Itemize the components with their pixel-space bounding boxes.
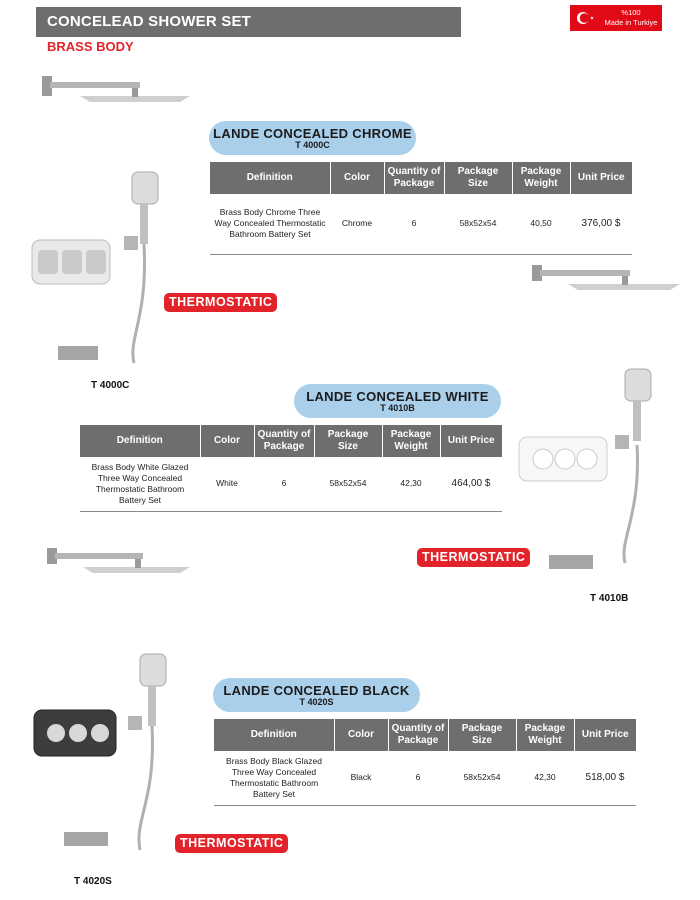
header-price: Unit Price [570, 162, 632, 194]
cell-quantity: 6 [384, 194, 444, 254]
shower-head-image-3 [45, 545, 190, 585]
header-weight: Package Weight [512, 162, 570, 194]
thermostatic-badge-white: THERMOSTATIC [417, 548, 530, 567]
cell-size: 58x52x54 [314, 457, 382, 511]
table-header-row [214, 719, 636, 751]
cell-color: Black [334, 751, 388, 805]
page-title: CONCELEAD SHOWER SET [47, 13, 252, 30]
header-definition: Definition [210, 162, 330, 194]
header-color: Color [200, 425, 254, 457]
product-title: LANDE CONCEALED BLACK [223, 683, 410, 698]
cell-price: 376,00 $ [570, 194, 632, 254]
header-quantity: Quantity of Package [254, 425, 314, 457]
cell-price: 518,00 $ [574, 751, 636, 805]
header-color: Color [330, 162, 384, 194]
table-row [210, 194, 632, 254]
header-size: Package Size [444, 162, 512, 194]
shower-head-image-2 [530, 262, 680, 302]
product-code: T 4020S [299, 697, 334, 707]
header-weight: Package Weight [382, 425, 440, 457]
product-title: LANDE CONCEALED WHITE [306, 389, 489, 404]
product-image-black [30, 650, 180, 865]
page-subtitle: BRASS BODY [47, 39, 134, 54]
header-definition: Definition [80, 425, 200, 457]
header-size: Package Size [448, 719, 516, 751]
cell-definition: Brass Body Chrome Three Way Concealed Thermostatic Bathroom Battery Set [210, 194, 330, 254]
product-label-black: T 4020S [74, 876, 112, 887]
header-price: Unit Price [574, 719, 636, 751]
turkish-flag-icon [570, 5, 602, 31]
product-label-chrome: T 4000C [91, 380, 130, 391]
thermostatic-badge-black: THERMOSTATIC [175, 834, 288, 853]
origin-percent: %100 [621, 8, 641, 17]
shower-head-image-1 [40, 68, 190, 118]
cell-weight: 40,50 [512, 194, 570, 254]
product-title-pill-chrome [209, 121, 416, 155]
header-quantity: Quantity of Package [388, 719, 448, 751]
table-header-row [210, 162, 632, 194]
product-table-chrome [210, 162, 632, 255]
origin-made-in: Made in Turkiye [604, 18, 658, 27]
table-header-row [80, 425, 502, 457]
thermostatic-badge-chrome: THERMOSTATIC [164, 293, 277, 312]
table-row [80, 457, 502, 511]
cell-definition: Brass Body Black Glazed Three Way Concealed Thermostatic Bathroom Battery Set [214, 751, 334, 805]
header-color: Color [334, 719, 388, 751]
product-image-chrome [28, 168, 168, 373]
cell-size: 58x52x54 [448, 751, 516, 805]
cell-definition: Brass Body White Glazed Three Way Concealed Thermostatic Bathroom Battery Set [80, 457, 200, 511]
cell-quantity: 6 [254, 457, 314, 511]
product-table-black [214, 719, 636, 806]
origin-badge [600, 5, 662, 31]
header-definition: Definition [214, 719, 334, 751]
cell-size: 58x52x54 [444, 194, 512, 254]
cell-color: White [200, 457, 254, 511]
product-code: T 4010B [380, 403, 415, 413]
product-label-white: T 4010B [590, 593, 629, 604]
product-title-pill-white [294, 384, 501, 418]
product-title: LANDE CONCEALED CHROME [213, 126, 412, 141]
product-code: T 4000C [295, 140, 330, 150]
cell-color: Chrome [330, 194, 384, 254]
cell-quantity: 6 [388, 751, 448, 805]
cell-weight: 42,30 [382, 457, 440, 511]
header-price: Unit Price [440, 425, 502, 457]
header-size: Package Size [314, 425, 382, 457]
cell-price: 464,00 $ [440, 457, 502, 511]
product-table-white [80, 425, 502, 512]
header-weight: Package Weight [516, 719, 574, 751]
product-title-pill-black [213, 678, 420, 712]
cell-weight: 42,30 [516, 751, 574, 805]
product-image-white [515, 365, 665, 585]
header-quantity: Quantity of Package [384, 162, 444, 194]
table-row [214, 751, 636, 805]
